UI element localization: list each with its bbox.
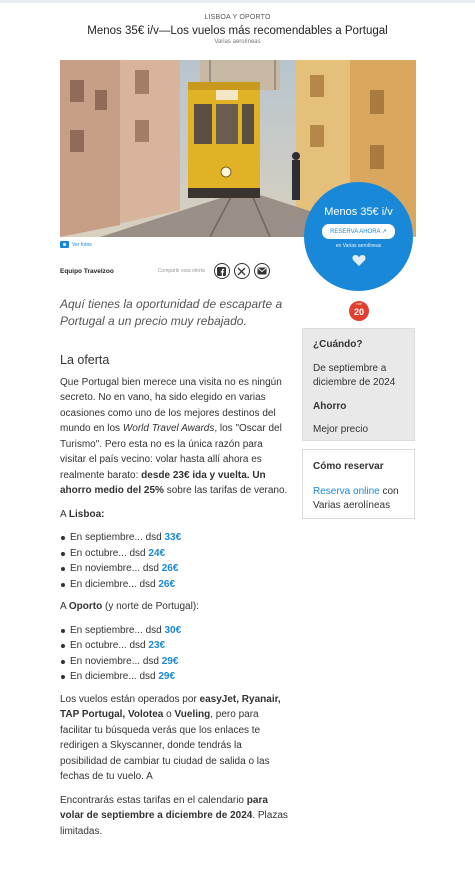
list-item bbox=[60, 638, 290, 654]
lisboa-city: Lisboa bbox=[68, 508, 102, 520]
camera-icon bbox=[60, 241, 69, 248]
offer-header bbox=[0, 14, 475, 45]
book-now-button[interactable] bbox=[322, 224, 395, 239]
oporto-suffix: (y norte de Portugal): bbox=[102, 601, 199, 612]
savings-answer: Mejor precio bbox=[313, 424, 369, 435]
p2-airlines: easyJet, Ryanair, TAP Portugal, Volotea bbox=[60, 693, 281, 720]
p1-text-b: , los "Oscar del Turismo". Pero esta no es la única razón para visitar el país vecino: volar hasta allí ahora es realmente barato: bbox=[60, 423, 282, 481]
list-item bbox=[60, 530, 290, 546]
p3-dates: para volar de septiembre a diciembre de 2024 bbox=[60, 794, 268, 821]
oporto-price-list bbox=[60, 623, 290, 685]
author-name: Equipo Travelzoo bbox=[60, 267, 114, 275]
how-to-book-title: Cómo reservar bbox=[313, 461, 384, 472]
share-icons bbox=[214, 263, 270, 279]
x-glyph bbox=[237, 267, 246, 276]
list-item bbox=[60, 546, 290, 562]
destination-kicker: LISBOA Y OPORTO bbox=[204, 14, 271, 21]
offer-paragraph-3 bbox=[60, 793, 290, 840]
month-label: En septiembre... dsd bbox=[70, 532, 165, 543]
heart-icon-svg bbox=[352, 254, 366, 267]
p1-emphasis: World Travel Awards bbox=[122, 423, 215, 434]
external-link-icon: ↗ bbox=[381, 229, 387, 235]
price-link[interactable]: 30€ bbox=[164, 624, 182, 636]
savings-question: Ahorro bbox=[313, 400, 347, 412]
offer-price-circle bbox=[304, 182, 413, 291]
when-savings-box bbox=[302, 328, 415, 441]
list-item bbox=[60, 577, 290, 593]
booking-rest: con Varias aerolíneas bbox=[313, 485, 399, 511]
p1-text-a: Que Portugal bien merece una visita no es ningún secreto. No en vano, ha sido elegido en varias ocasiones como uno de los mejores destinos del mundo en los bbox=[60, 376, 282, 434]
share-label: Compartir esta oferta bbox=[157, 268, 205, 274]
lisboa-suffix: : bbox=[101, 508, 105, 520]
offer-intro: Aquí tienes la oportunidad de escaparte a Portugal a un precio muy rebajado. bbox=[60, 297, 283, 328]
list-item bbox=[60, 561, 290, 577]
oporto-city: Oporto bbox=[68, 601, 103, 612]
x-icon[interactable] bbox=[234, 263, 250, 279]
p2-text-c: , pero para facilitar tu búsqueda verás que los enlaces te redirigen a Skyscanner, donde tendrás la posibilidad de cambiar tu ciudad de salida o las fechas de tu vuelo. A bbox=[60, 709, 270, 782]
oporto-prefix: A bbox=[60, 601, 69, 612]
circle-price: Menos 35€ i/v bbox=[324, 206, 393, 218]
offer-paragraph-1 bbox=[60, 375, 290, 499]
top20-number: 20 bbox=[353, 307, 364, 317]
price-link[interactable]: 26€ bbox=[158, 578, 176, 590]
top20-label: TOP bbox=[355, 302, 363, 306]
month-label: En octubre... dsd bbox=[70, 547, 149, 559]
booking-text bbox=[313, 485, 406, 514]
offer-heading: La oferta bbox=[60, 353, 110, 367]
p1-text-c: sobre las tarifas de verano. bbox=[163, 485, 288, 496]
list-item bbox=[60, 654, 290, 670]
email-icon[interactable] bbox=[254, 263, 270, 279]
view-photos-link[interactable] bbox=[60, 241, 92, 248]
month-label: En noviembre... dsd bbox=[70, 655, 162, 667]
price-link[interactable]: 24€ bbox=[148, 547, 166, 559]
offer-title: Menos 35€ i/v—Los vuelos más recomendables a Portugal bbox=[87, 25, 388, 37]
book-now-label: RESERVA AHORA bbox=[330, 229, 381, 235]
list-item bbox=[60, 669, 290, 685]
month-label: En octubre... dsd bbox=[70, 640, 149, 651]
month-label: En septiembre... dsd bbox=[70, 624, 165, 636]
facebook-glyph bbox=[217, 267, 226, 276]
month-label: En diciembre... dsd bbox=[70, 578, 159, 590]
how-to-book-box bbox=[302, 449, 415, 519]
when-question: ¿Cuándo? bbox=[313, 339, 363, 350]
month-label: En noviembre... dsd bbox=[70, 563, 162, 574]
lisboa-prefix: A bbox=[60, 508, 69, 520]
p1-highlight: desde 23€ ida y vuelta. Un ahorro medio del 25% bbox=[60, 469, 266, 496]
oporto-heading bbox=[60, 599, 290, 615]
heart-icon[interactable] bbox=[352, 254, 366, 267]
when-answer: De septiembre a diciembre de 2024 bbox=[313, 362, 396, 388]
top20-badge bbox=[349, 301, 369, 321]
month-label: En diciembre... dsd bbox=[70, 671, 159, 682]
book-online-link[interactable]: Reserva online bbox=[313, 485, 380, 497]
offer-paragraph-2 bbox=[60, 692, 290, 785]
price-link[interactable]: 33€ bbox=[164, 532, 182, 543]
email-glyph bbox=[257, 267, 267, 275]
price-link[interactable]: 26€ bbox=[161, 563, 179, 574]
p2-text-b: o bbox=[163, 709, 175, 720]
lisboa-heading bbox=[60, 507, 290, 523]
price-link[interactable]: 23€ bbox=[148, 640, 166, 651]
p3-text-b: . Plazas limitadas. bbox=[60, 810, 288, 837]
view-photos-label: Ver fotos bbox=[72, 241, 92, 248]
p2-airline-vueling: Vueling bbox=[174, 709, 211, 720]
top-rule bbox=[0, 0, 475, 3]
price-link[interactable]: 29€ bbox=[161, 655, 179, 667]
p2-text-a: Los vuelos están operados por bbox=[60, 693, 200, 705]
author-share-row bbox=[60, 262, 300, 280]
circle-airlines: en Varias aerolíneas bbox=[335, 243, 382, 249]
price-link[interactable]: 29€ bbox=[158, 671, 176, 682]
facebook-icon[interactable] bbox=[214, 263, 230, 279]
list-item bbox=[60, 623, 290, 639]
airlines-label: Varias aerolíneas bbox=[214, 39, 261, 45]
p3-text-a: Encontrarás estas tarifas en el calendario bbox=[60, 794, 247, 806]
offer-details bbox=[60, 353, 290, 847]
lisboa-price-list bbox=[60, 530, 290, 592]
